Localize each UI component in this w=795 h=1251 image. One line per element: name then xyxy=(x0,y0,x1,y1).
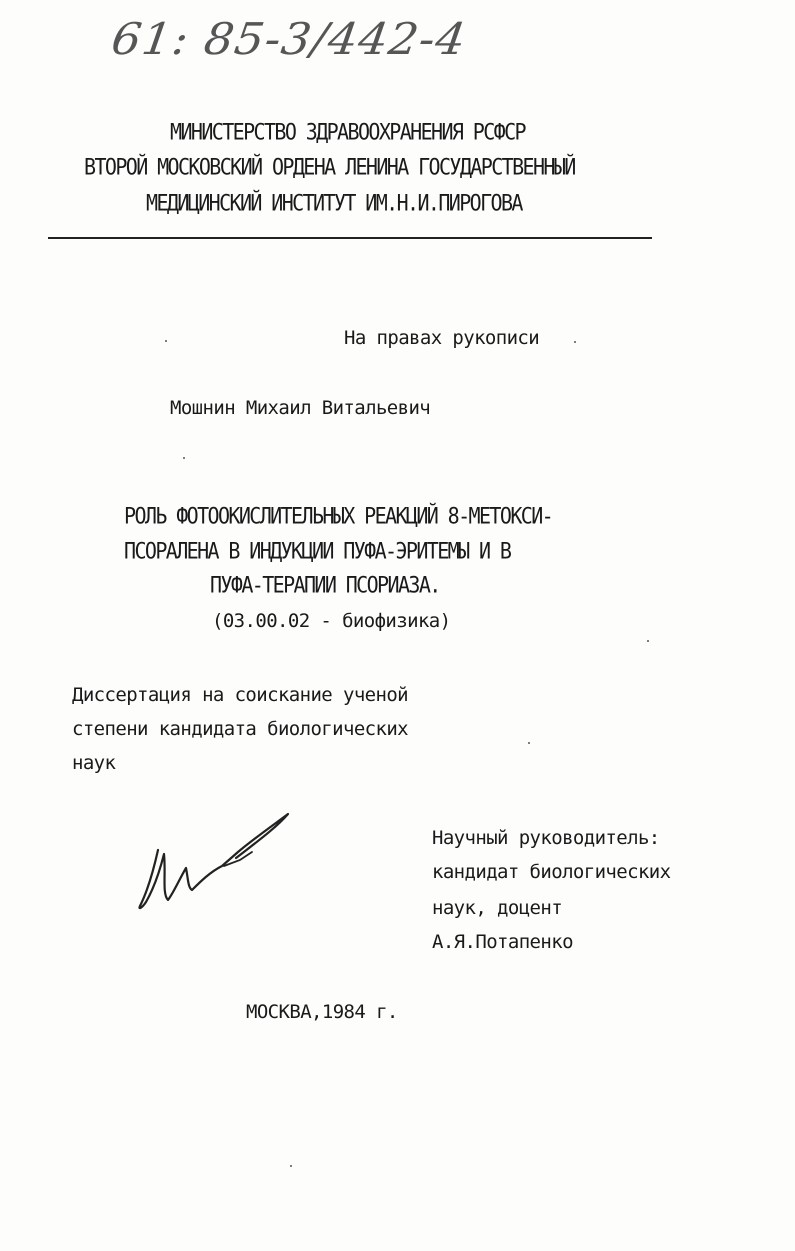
dissertation-line-2: степени кандидата биологических xyxy=(72,718,409,740)
dissertation-line-1: Диссертация на соискание ученой xyxy=(72,684,409,706)
scan-speck xyxy=(183,457,185,459)
supervisor-line-3: наук, доцент xyxy=(432,897,563,919)
signature xyxy=(128,808,298,918)
supervisor-line-1: Научный руководитель: xyxy=(432,827,660,849)
ministry-line: МИНИСТЕРСТВО ЗДРАВООХРАНЕНИЯ РСФСР xyxy=(170,118,525,145)
supervisor-name: А.Я.Потапенко xyxy=(432,931,573,953)
institute-line-2: МЕДИЦИНСКИЙ ИНСТИТУТ ИМ.Н.И.ПИРОГОВА xyxy=(146,189,522,216)
scan-speck xyxy=(165,340,167,342)
title-line-1: РОЛЬ ФОТООКИСЛИТЕЛЬНЫХ РЕАКЦИЙ 8-МЕТОКСИ- xyxy=(124,502,553,529)
institute-line-1: ВТОРОЙ МОСКОВСКИЙ ОРДЕНА ЛЕНИНА ГОСУДАРСТВЕННЫЙ xyxy=(84,153,575,180)
scan-speck xyxy=(574,341,576,343)
title-line-3: ПУФА-ТЕРАПИИ ПСОРИАЗА. xyxy=(210,571,440,598)
city-year: МОСКВА,1984 г. xyxy=(246,1001,398,1023)
title-line-2: ПСОРАЛЕНА В ИНДУКЦИИ ПУФА-ЭРИТЕМЫ И В xyxy=(124,537,511,564)
header-divider xyxy=(48,237,652,239)
archive-code-handwritten: 61: 85-3/442-4 xyxy=(108,13,470,65)
dissertation-line-3: наук xyxy=(72,752,116,774)
scan-speck xyxy=(528,742,530,744)
scan-speck xyxy=(290,1165,292,1167)
specialty-code: (03.00.02 - биофизика) xyxy=(212,610,451,632)
author-name: Мошнин Михаил Витальевич xyxy=(170,397,431,419)
scan-speck xyxy=(647,640,649,642)
supervisor-line-2: кандидат биологических xyxy=(432,861,671,883)
manuscript-note: На правах рукописи xyxy=(344,327,540,349)
